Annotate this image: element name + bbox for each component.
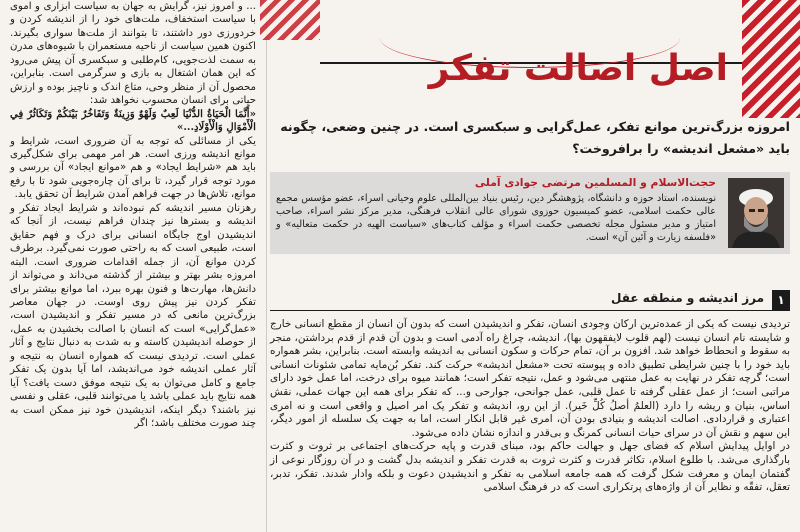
article-title: اصل اصالت تفکر	[428, 48, 728, 89]
author-name: حجت‌الاسلام و المسلمین مرتضی جوادی آملی	[474, 176, 716, 189]
body-paragraph-2: در اوایل پیدایش اسلام که فضای جهل و جهالت حاکم بود، مبنای قدرت و پایه حرکت‌های اجتماعی بر ثروت و کثرت بارگذاری می‌شد. با طلوع اسلام، تکاثر قدرت و کثرت ثروت به قدرت تفکر و اندیشه بدل گشت و در آن روزگار نوعی از گفتمان ایمان و معرفت شکل گرفت که همه جامعه اسلامی به تفکر و اندیشیدن دعوت و بلکه وادار شدند. تفکر، تدبر، تعقل، تفقّه و نظایر آن از واژه‌های پرتکراری است که در فرهنگ اسلامی	[270, 440, 790, 494]
left-paragraph-3: رهزنان مسیر اندیشه کم نبوده‌اند و شرایط ایجاد تفکر و اندیشه و بسترها نیز چندان فراهم نیست، از آنجا که اندیشیدن اوج جایگاه انسانی برای درک و فهم حقایق است، طبیعی است که به راحتی صورت نمی‌گیرد. برطرف کردن موانع آن، از جمله اقدامات ضروری است. البته امروزه بشر بهتر و بیشتر از گذشته می‌داند و می‌تواند از دانش‌ها، مهارت‌ها و فنون بهره ببرد، اما موانع بیشتر برای تفکر کردن نیز پیش روی اوست. در جهان معاصر بزرگ‌ترین مانعی که در مسیر تفکر و اندیشیدن است، «عمل‌گرایی» است که انسان با اصالت بخشیدن به عمل، از حوصله اندیشیدن کاسته و به شدت به دنبال نتایج و آثار عملی است. تردیدی نیست که همواره انسان به نتیجه و آثار عملی اندیشه خود می‌اندیشد، اما آیا بدون یک تفکر جامع و کامل می‌توان به یک نتیجه موفق دست یافت؟ آیا همه نتایج باید عملی باشد یا می‌توانند قلبی، عقلی و نفسی نیز باشند؟ دیگر اینکه، اندیشیدن خود نیز ممکن است به چند صورت مختلف باشد؛ اگر	[10, 202, 256, 430]
author-bio: نویسنده، استاد حوزه و دانشگاه، پژوهشگر دین، رئیس بنیاد بین‌المللی علوم وحیانی اسراء، عضو مؤسس مجمع عالی حکمت اسلامی، عضو کمیسیون حوزوی شورای عالی انقلاب فرهنگی، مدیر مرکز نشر اسراء، صاحب امتیاز و مدیر مسئول مجله تخصصی حکمت اسراء و مؤلف کتاب‌های «سیاست الهیه در حکمت متعالیه» و «فلسفه زیارت و آئین آن» است.	[276, 193, 716, 243]
main-column	[260, 0, 800, 532]
section-rule	[270, 310, 790, 311]
article-body	[270, 318, 790, 495]
decorative-stripes-right	[742, 0, 800, 118]
body-paragraph-1: تردیدی نیست که یکی از عمده‌ترین ارکان وجودی انسان، تفکر و اندیشیدن است که بدون آن انسان از مقطع انسانی خارج و شایسته نام انسان نیست (لهم قلوب لایفقهون بها)، اندیشه، چراغ راه آدمی است و بدون آن قدم از قدم برداشتن، منجر به سقوط و انحطاط خواهد شد. افزون بر آن، تمام حرکات و سکون انسانی به اندیشه وابسته است. بنابراین، بشر همواره باید خود را با چنین شرایطی تطبیق داده و پیوسته تحت «مشعل اندیشه» حرکت کند. تفکر بُن‌مایه تمامی شئونات انسانی است؛ گرچه تفکر در نهایت به عمل منتهی می‌شود و عمل، نتیجه تفکر است؛ همانند میوه برای درخت، اما عمل خود دارای مراتبی است؛ از عمل عقلی گرفته تا عمل قلبی، عمل جوانحی، جوارحی و... که تفکر برای همه این جهات عملی، نقش اساس، بنیان و ریشه را دارد (العلمُ أصلُ کُلِّ خَیر). از این رو، اندیشه و تفکر یک امر اصیل و واقعی است و نه امری اعتباری و قراردادی. اصالت اندیشه و بنیادی بودن آن، امری غیر قابل انکار است، اما به جهت یک سلسله از امور دیگر، این سهم و نقش آن در سرای حیات انسانی کمرنگ و بی‌قدر و اندازه نشان داده می‌شود.	[270, 318, 790, 439]
section-title: مرز اندیشه و منطقه عقل	[611, 291, 764, 305]
author-portrait-icon	[728, 178, 784, 248]
continuation-column	[0, 0, 262, 532]
author-photo	[728, 178, 784, 248]
article-lead: امروزه بزرگ‌ترین موانع تفکر، عمل‌گرایی و سبکسری است. در چنین وضعی، چگونه باید «مشعل اندیشه» را برافروخت؟	[280, 119, 790, 156]
section-heading	[270, 290, 790, 312]
title-band	[260, 0, 800, 118]
decorative-stripes-left	[260, 0, 320, 40]
author-box	[270, 172, 790, 254]
left-paragraph-1: ... و امروز نیز، گرایش به جهان به سیاست ابزاری و اموی با سیاست استخفاف، ملت‌های خود را از اندیشه کردن و خردورزی دور داشتند، تا بتوانند از ملت‌ها سواری بگیرند. اکنون همین سیاست از ناحیه مستعمران با شیوه‌های مدرن به سمت لذت‌جویی، کام‌طلبی و سبکسری آن پیش می‌رود که این همان اشتغال به بازی و سرگرمی است. بنابراین، محصول آن از منظر وحی، متاع اندک و ناچیز بوده و ارزش حیاتی برای انسان محسوب نخواهد شد:	[10, 1, 256, 107]
left-paragraph-2: یکی از مسائلی که توجه به آن ضروری است، شرایط و موانع اندیشه ورزی است. هر امر مهمی برای شکل‌گیری باید هم «شرایط ایجاد» و هم «موانع ایجاد» آن بررسی و مورد توجه قرار گیرد، تا برای آن چاره‌جویی شود تا با رفع موانع، تلاش‌ها در جهت فراهم آمدن شرایط آن تحقق یابد.	[10, 135, 256, 201]
quran-quote: «أَنَّمَا الْحَيَاةُ الدُّنْيَا لَعِبٌ وَلَهْوٌ وَزِينَةٌ وَتَفَاخُرٌ بَيْنَكُمْ وَتَكَاثُرٌ فِي الْأَمْوَالِ وَالْأَوْلَادِ...»	[10, 107, 256, 134]
section-number: ۱	[772, 290, 790, 310]
